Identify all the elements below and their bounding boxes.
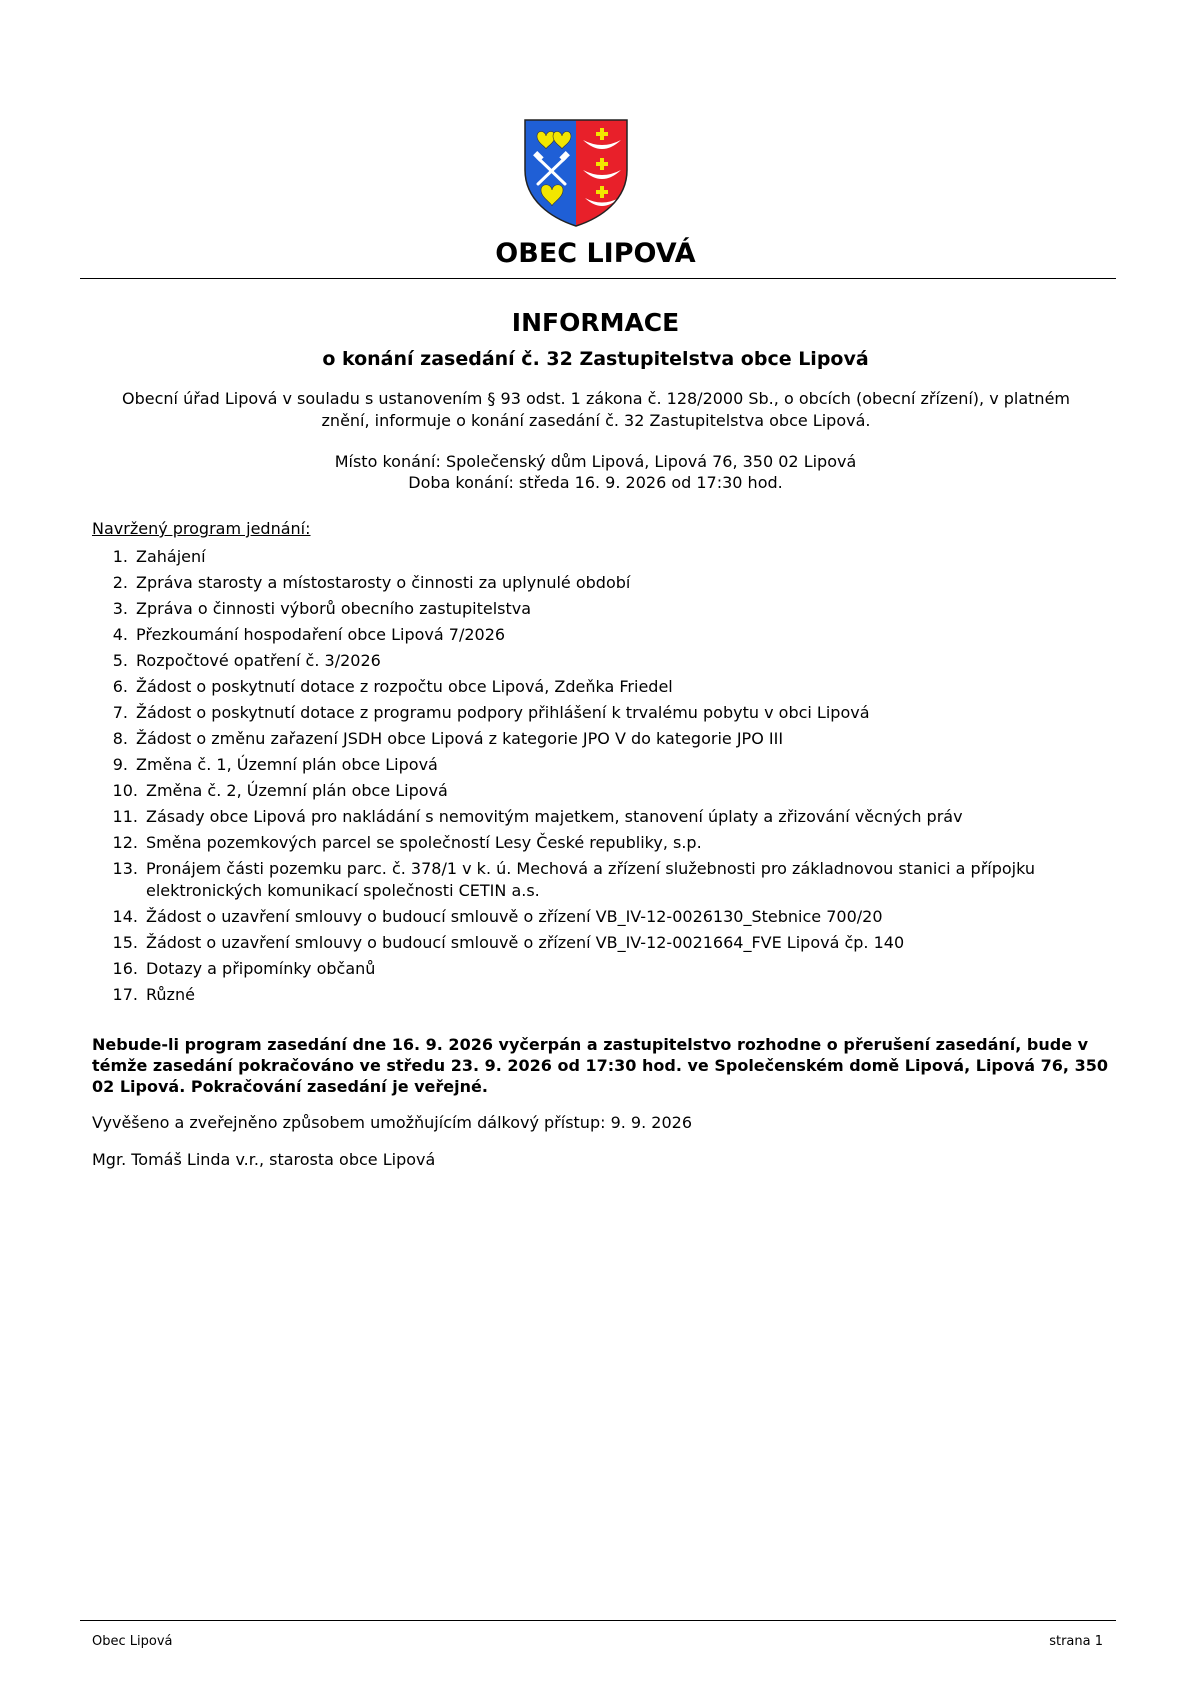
agenda-item: 16. Dotazy a připomínky občanů [112, 959, 376, 978]
agenda-item: 1. Zahájení [112, 547, 206, 566]
footer-org-name: Obec Lipová [92, 1634, 173, 1649]
document-title: INFORMACE [511, 308, 680, 337]
agenda-list [92, 546, 1102, 1010]
agenda-item: 8. Žádost o změnu zařazení JSDH obce Lipová z kategorie JPO V do kategorie JPO III [112, 729, 784, 748]
signature-line: Mgr. Tomáš Linda v.r., starosta obce Lipová [92, 1150, 436, 1169]
organization-name: OBEC LIPOVÁ [495, 238, 696, 269]
agenda-item: 4. Přezkoumání hospodaření obce Lipová 7/2026 [112, 625, 506, 644]
agenda-item: 7. Žádost o poskytnutí dotace z programu podpory přihlášení k trvalému pobytu v obci Lipová [112, 703, 870, 722]
agenda-item: 13. Pronájem části pozemku parc. č. 378/1 v k. ú. Mechová a zřízení služebnosti pro základnovou stanici a přípojku elektronických komunikací společnosti CETIN a.s. [112, 859, 1036, 900]
agenda-item: 14. Žádost o uzavření smlouvy o budoucí smlouvě o zřízení VB_IV-12-0026130_Stebnice 700/20 [112, 907, 883, 926]
posted-line: Vyvěšeno a zveřejněno způsobem umožňujícím dálkový přístup: 9. 9. 2026 [92, 1113, 692, 1132]
continuation-note: Nebude-li program zasedání dne 16. 9. 2026 vyčerpán a zastupitelstvo rozhodne o přerušení zasedání, bude v témže zasedání pokračováno ve středu 23. 9. 2026 od 17:30 hod. ve Společenském domě Lipová, Lipová 76, 350 02 Lipová. Pokračování zasedání je veřejné. [92, 1035, 1108, 1096]
venue-block [0, 451, 1191, 493]
municipal-coat-of-arms-icon [523, 118, 629, 228]
header-divider [80, 278, 1116, 279]
document-subtitle: o konání zasedání č. 32 Zastupitelstva obce Lipová [322, 348, 869, 370]
agenda-item: 3. Zpráva o činnosti výborů obecního zastupitelstva [112, 599, 532, 618]
venue-line: Místo konání: Společenský dům Lipová, Lipová 76, 350 02 Lipová [334, 452, 857, 471]
agenda-item: 6. Žádost o poskytnutí dotace z rozpočtu obce Lipová, Zdeňka Friedel [112, 677, 673, 696]
agenda-item: 17. Různé [112, 985, 195, 1004]
time-line: Doba konání: středa 16. 9. 2026 od 17:30 hod. [408, 473, 783, 492]
agenda-item: 12. Směna pozemkových parcel se společností Lesy České republiky, s.p. [112, 833, 702, 852]
footer-page-number: strana 1 [1049, 1634, 1103, 1649]
agenda-item: 10. Změna č. 2, Územní plán obce Lipová [112, 781, 448, 800]
footer-divider [80, 1620, 1116, 1621]
agenda-item: 11. Zásady obce Lipová pro nakládání s nemovitým majetkem, stanovení úplaty a zřizování věcných práv [112, 807, 963, 826]
agenda-item: 9. Změna č. 1, Územní plán obce Lipová [112, 755, 438, 774]
agenda-heading: Navržený program jednání: [92, 519, 311, 538]
agenda-item: 2. Zpráva starosty a místostarosty o činnosti za uplynulé období [112, 573, 631, 592]
agenda-item: 15. Žádost o uzavření smlouvy o budoucí smlouvě o zřízení VB_IV-12-0021664_FVE Lipová čp. 140 [112, 933, 905, 952]
agenda-item: 5. Rozpočtové opatření č. 3/2026 [112, 651, 381, 670]
intro-paragraph: Obecní úřad Lipová v souladu s ustanovením § 93 odst. 1 zákona č. 128/2000 Sb., o obcích (obecní zřízení), v platném znění, informuje o konání zasedání č. 32 Zastupitelstva obce Lipová. [122, 389, 1070, 430]
